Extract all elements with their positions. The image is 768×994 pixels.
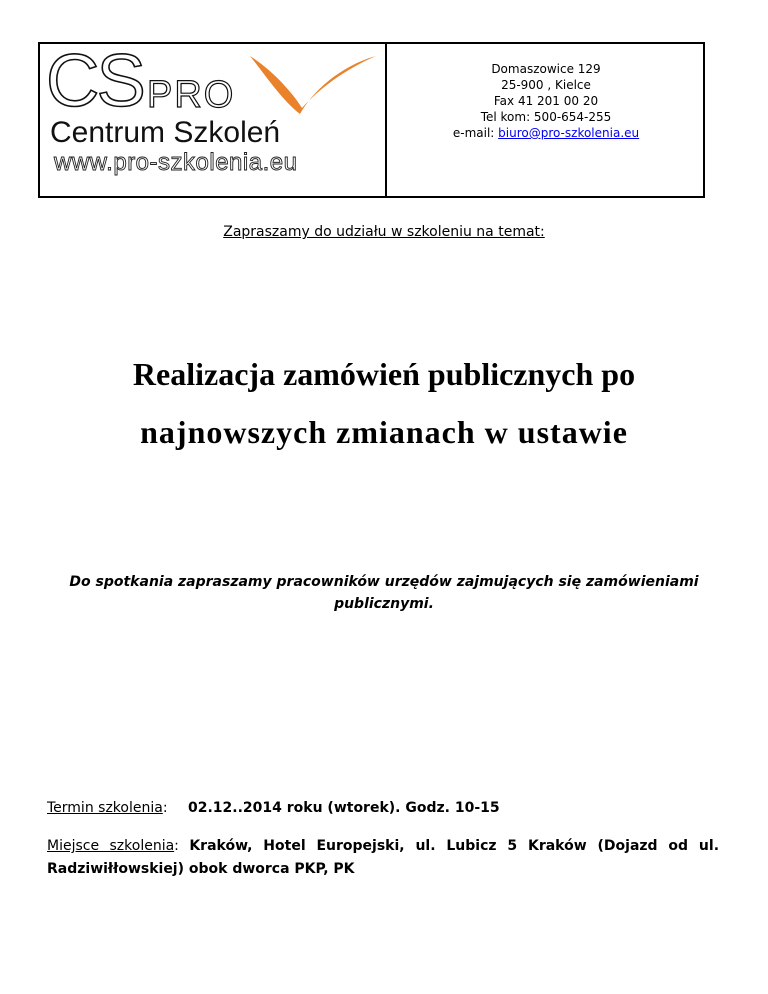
contact-city: 25-900 , Kielce bbox=[501, 78, 591, 92]
contact-tel: Tel kom: 500-654-255 bbox=[480, 110, 612, 124]
invite-text: Zapraszamy do udziału w szkoleniu na temat: bbox=[223, 224, 545, 240]
contact-block bbox=[387, 61, 705, 141]
logo-pro-text: PRO bbox=[147, 74, 236, 116]
termin-value: 02.12..2014 roku (wtorek). Godz. 10-15 bbox=[187, 800, 500, 816]
termin-colon: : bbox=[162, 800, 168, 816]
email-link[interactable]: biuro@pro-szkolenia.eu bbox=[498, 126, 640, 140]
contact-fax: Fax 41 201 00 20 bbox=[493, 94, 599, 108]
contact-address: Domaszowice 129 bbox=[491, 62, 601, 76]
logo-name: Centrum Szkoleń bbox=[50, 116, 281, 149]
audience-text bbox=[60, 571, 708, 615]
miejsce-colon: : bbox=[174, 838, 179, 854]
miejsce-label: Miejsce szkolenia bbox=[47, 838, 175, 854]
logo-www: www.pro-szkolenia.eu bbox=[54, 149, 298, 176]
contact-email-row bbox=[387, 125, 705, 141]
miejsce-value-2: Radziwiłłowskiej) obok dworca PKP, PK bbox=[47, 861, 355, 877]
miejsce-value-1: Kraków, Hotel Europejski, ul. Lubicz 5 Kraków (Dojazd od ul. bbox=[189, 838, 720, 854]
logo-swoosh-icon bbox=[248, 52, 378, 122]
logo-cs-text: CS bbox=[46, 39, 143, 122]
termin-label: Termin szkolenia bbox=[47, 800, 163, 816]
termin-row bbox=[47, 800, 500, 816]
header-table bbox=[38, 39, 705, 198]
miejsce-label-group bbox=[47, 838, 179, 854]
audience-line-1: Do spotkania zapraszamy pracowników urzędów zajmujących się zamówieniami bbox=[69, 574, 699, 590]
miejsce-row bbox=[47, 838, 719, 854]
contact-email-label: e-mail: bbox=[452, 126, 499, 140]
title-line-1: Realizacja zamówień publicznych po bbox=[132, 356, 636, 392]
audience-line-2: publicznymi. bbox=[334, 596, 434, 612]
title-line-2: najnowszych zmianach w ustawie bbox=[140, 414, 628, 450]
